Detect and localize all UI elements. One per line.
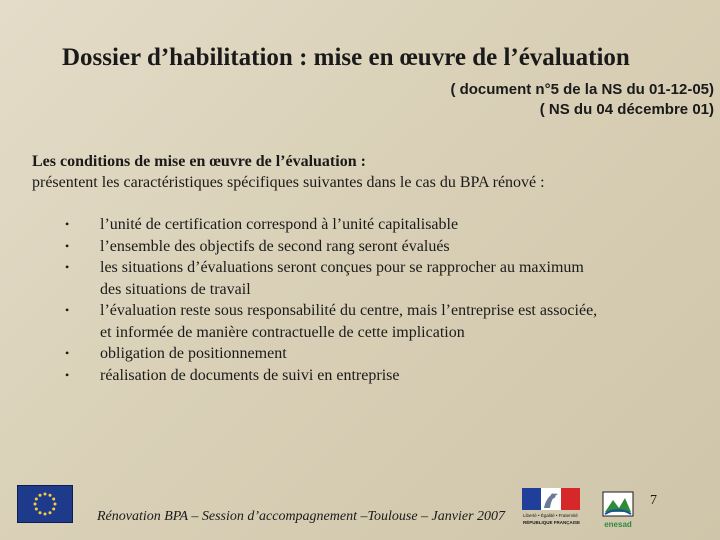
bullet-text: l’ensemble des objectifs de second rang seront évalués — [100, 237, 450, 255]
bullet-text-continuation: et informée de manière contractuelle de cette implication — [100, 323, 465, 341]
bullet-text: l’unité de certification correspond à l’unité capitalisable — [100, 216, 459, 233]
bullet-list — [60, 214, 700, 386]
bullet-item — [60, 365, 700, 387]
bullet-text: obligation de positionnement — [100, 345, 287, 362]
bullet-item — [60, 300, 700, 343]
bullet-icon: • — [65, 346, 70, 360]
bullet-item — [60, 257, 700, 300]
intro-text: présentent les caractéristiques spécifiques suivantes dans le cas du BPA rénové : — [32, 174, 545, 191]
bullet-icon: • — [65, 367, 70, 382]
bullet-icon: • — [65, 238, 70, 253]
bullet-icon: • — [65, 303, 70, 317]
bullet-text: les situations d’évaluations seront conçues pour se rapprocher au maximum — [100, 259, 584, 276]
eu-flag-graphic — [18, 486, 72, 522]
intro-heading: Les conditions de mise en œuvre de l’évaluation : — [32, 153, 366, 170]
bullet-icon: • — [65, 217, 70, 231]
bullet-item — [60, 214, 700, 236]
reference-ns: ( NS du 04 décembre 01) — [539, 101, 714, 118]
bullet-item — [60, 343, 700, 365]
republique-motto: Liberté • Égalité • Fraternité — [523, 513, 578, 518]
republique-francaise-logo — [520, 486, 582, 528]
reference-document: ( document n°5 de la NS du 01-12-05) — [450, 81, 714, 98]
bullet-text-continuation: des situations de travail — [100, 280, 251, 298]
enesad-label: enesad — [604, 520, 632, 529]
bullet-icon: • — [65, 260, 70, 274]
bullet-text: réalisation de documents de suivi en entreprise — [100, 366, 400, 384]
page-number: 7 — [650, 493, 657, 508]
republique-francaise-graphic — [520, 486, 582, 528]
republique-name: RÉPUBLIQUE FRANÇAISE — [523, 520, 581, 525]
enesad-graphic — [597, 490, 639, 530]
bullet-text: l’évaluation reste sous responsabilité du centre, mais l’entreprise est associée, — [100, 302, 598, 319]
slide-title: Dossier d’habilitation : mise en œuvre de l’évaluation — [62, 44, 630, 71]
eu-flag-icon — [17, 485, 73, 523]
footer-text: Rénovation BPA – Session d’accompagnement –Toulouse – Janvier 2007 — [97, 509, 506, 524]
intro-block — [32, 151, 702, 193]
bullet-item — [60, 236, 700, 258]
enesad-logo — [597, 490, 639, 530]
